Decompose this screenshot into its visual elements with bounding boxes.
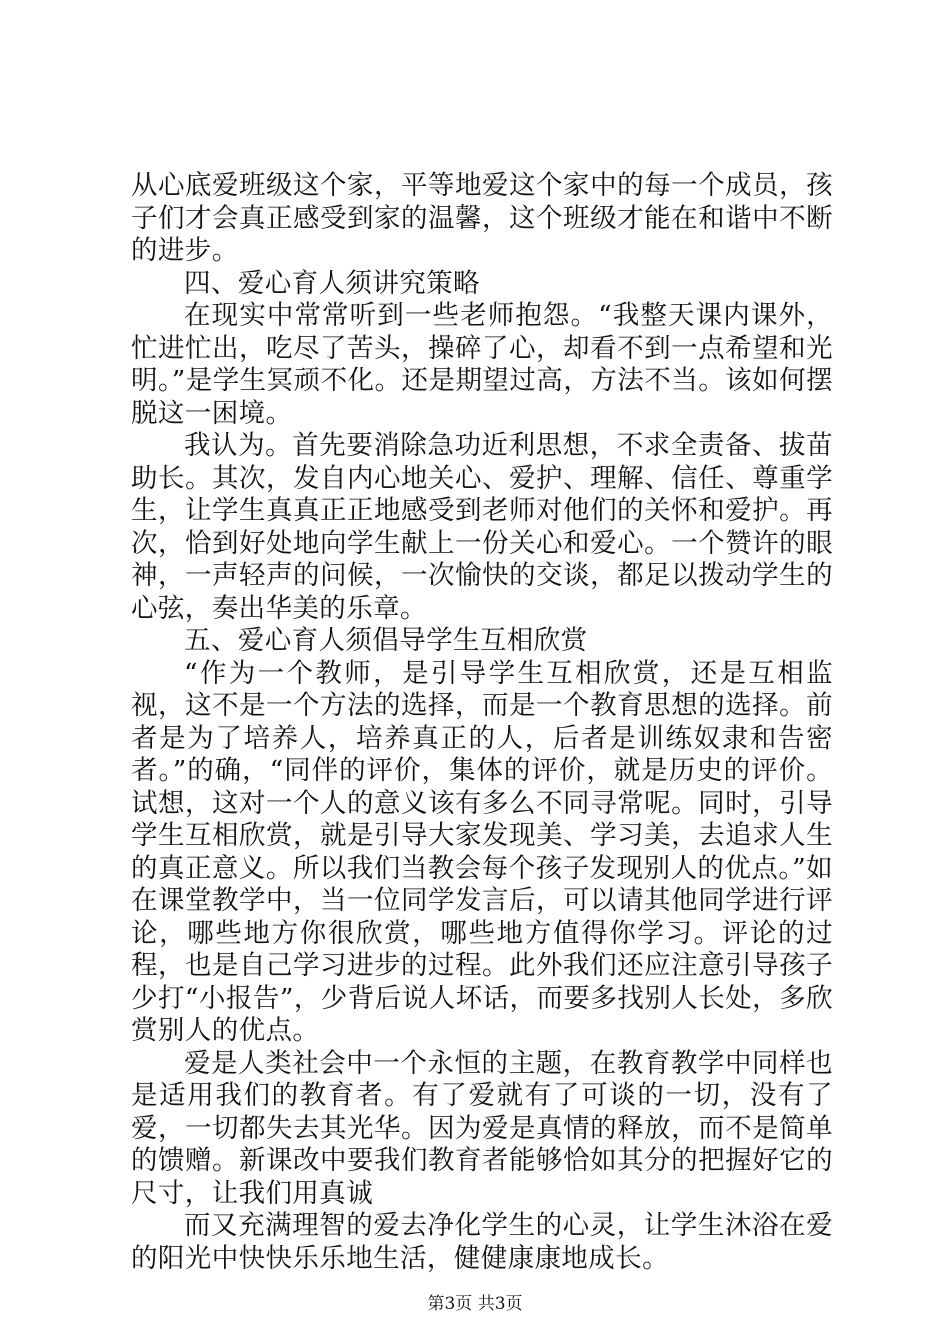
paragraph: “作为一个教师，是引导学生互相欣赏，还是互相监视，这不是一个方法的选择，而是一个教育思想的选择。前者是为了培养人，培养真正的人，后者是训练奴隶和告密者。”的确，“同伴的评价，集体的评价，就是历史的评价。试想，这对一个人的意义该有多么不同寻常呢。同时，引导学生互相欣赏，就是引导大家发现美、学习美，去追求人生的真正意义。所以我们当教会每个孩子发现别人的优点。”如在课堂教学中，当一位同学发言后，可以请其他同学进行评论，哪些地方你很欣赏，哪些地方值得你学习。评论的过程，也是自己学习进步的过程。此外我们还应注意引导孩子少打“小报告”，少背后说人坏话，而要多找别人长处，多欣赏别人的优点。: [131, 657, 833, 1046]
paragraph-continuation: 从心底爱班级这个家，平等地爱这个家中的每一个成员，孩子们才会真正感受到家的温馨，这个班级才能在和谐中不断的进步。: [131, 170, 833, 266]
section-heading-four: 四、爱心育人须讲究策略: [184, 267, 480, 299]
paragraph: 爱是人类社会中一个永恒的主题，在教育教学中同样也是适用我们的教育者。有了爱就有了可谈的一切，没有了爱，一切都失去其光华。因为爱是真情的释放，而不是简单的馈赠。新课改中要我们教育者能够恰如其分的把握好它的尺寸，让我们用真诚: [131, 1047, 833, 1209]
paragraph: 我认为。首先要消除急功近利思想，不求全责备、拔苗助长。其次，发自内心地关心、爱护、理解、信任、尊重学生，让学生真真正正地感受到老师对他们的关怀和爱护。再次，恰到好处地向学生献上一份关心和爱心。一个赞许的眼神，一声轻声的问候，一次愉快的交谈，都足以拨动学生的心弦，奏出华美的乐章。: [131, 430, 833, 624]
page-number-footer: 第3页 共3页: [427, 1294, 523, 1314]
document-body: [131, 170, 833, 1275]
paragraph: 在现实中常常听到一些老师抱怨。“我整天课内课外，忙进忙出，吃尽了苦头，操碎了心，却看不到一点希望和光明。”是学生冥顽不化。还是期望过高，方法不当。该如何摆脱这一困境。: [131, 300, 833, 429]
paragraph: 而又充满理智的爱去净化学生的心灵，让学生沐浴在爱的阳光中快快乐乐地生活，健健康康地成长。: [131, 1210, 833, 1274]
section-heading-five: 五、爱心育人须倡导学生互相欣赏: [184, 625, 588, 656]
